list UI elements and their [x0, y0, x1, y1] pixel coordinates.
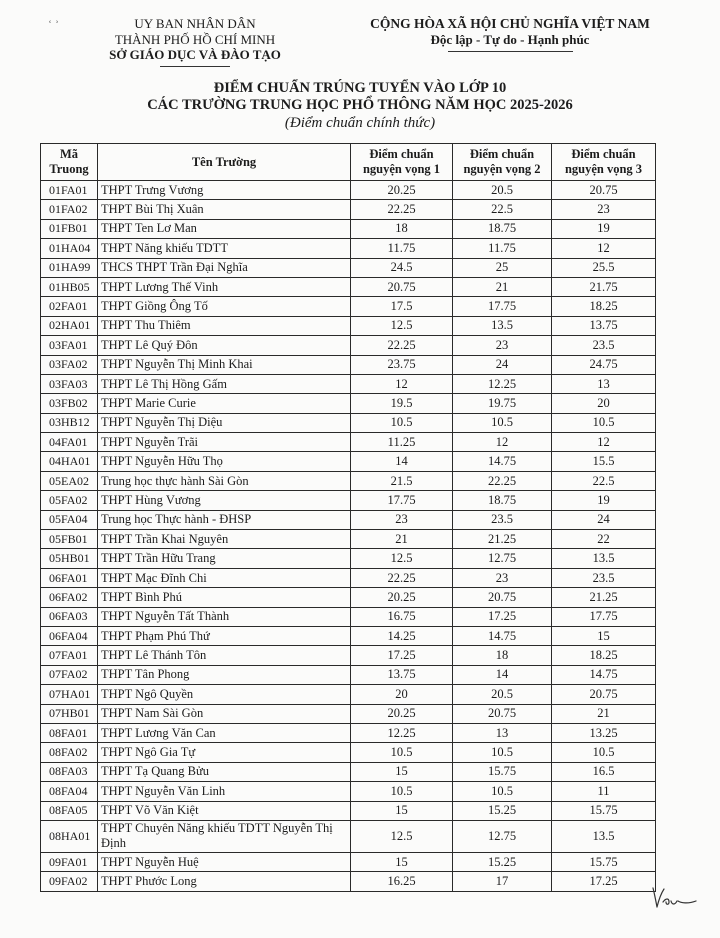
nv3-score-cell: 19 — [552, 491, 656, 510]
table-body — [41, 181, 656, 892]
nv3-score-cell: 17.75 — [552, 607, 656, 626]
nv1-score-cell: 21 — [351, 530, 453, 549]
table-row — [41, 872, 656, 891]
nv2-score-cell: 20.75 — [453, 588, 552, 607]
nv1-score-cell: 21.5 — [351, 471, 453, 490]
nv2-score-cell: 13 — [453, 723, 552, 742]
corner-mark: ʿ ʾ — [48, 18, 59, 32]
nv2-score-cell: 23 — [453, 568, 552, 587]
document-subtitle: (Điểm chuẩn chính thức) — [284, 115, 436, 131]
nv2-score-cell: 23.5 — [453, 510, 552, 529]
nv3-score-cell: 19 — [552, 219, 656, 238]
nv2-score-cell: 17 — [453, 872, 552, 891]
table-row — [41, 452, 656, 471]
nv1-score-cell: 17.75 — [351, 491, 453, 510]
school-code-cell: 08FA03 — [41, 762, 98, 781]
nv3-score-cell: 24.75 — [552, 355, 656, 374]
nv1-score-cell: 17.25 — [351, 646, 453, 665]
school-name-cell: THPT Phước Long — [98, 872, 351, 891]
school-name-cell: THCS THPT Trần Đại Nghĩa — [98, 258, 351, 277]
title-line-1: ĐIỂM CHUẨN TRÚNG TUYỂN VÀO LỚP 10 — [213, 80, 507, 96]
school-code-cell: 07HB01 — [41, 704, 98, 723]
nv3-score-cell: 11 — [552, 782, 656, 801]
table-row — [41, 588, 656, 607]
nv1-score-cell: 20.25 — [351, 704, 453, 723]
school-name-cell: THPT Lê Quý Đôn — [98, 336, 351, 355]
national-title: CỘNG HÒA XÃ HỘI CHỦ NGHĨA VIỆT NAM — [370, 16, 650, 31]
nv3-score-cell: 13 — [552, 374, 656, 393]
table-row — [41, 530, 656, 549]
nv3-score-cell: 15.5 — [552, 452, 656, 471]
nv2-score-cell: 15.25 — [453, 801, 552, 820]
nv2-score-cell: 20.5 — [453, 181, 552, 200]
school-code-cell: 06FA01 — [41, 568, 98, 587]
authority-line-1: UY BAN NHÂN DÂN — [134, 16, 256, 31]
school-code-cell: 05FA02 — [41, 491, 98, 510]
nv1-score-cell: 20.25 — [351, 588, 453, 607]
nv3-score-cell: 15 — [552, 626, 656, 645]
nv1-score-cell: 20.75 — [351, 277, 453, 296]
nv3-score-cell: 14.75 — [552, 665, 656, 684]
nv2-score-cell: 21 — [453, 277, 552, 296]
school-name-cell: THPT Nguyễn Trãi — [98, 433, 351, 452]
nv3-score-cell: 15.75 — [552, 801, 656, 820]
nv3-score-cell: 24 — [552, 510, 656, 529]
school-name-cell: THPT Lê Thánh Tôn — [98, 646, 351, 665]
nv1-score-cell: 11.25 — [351, 433, 453, 452]
nv1-score-cell: 10.5 — [351, 782, 453, 801]
nv1-score-cell: 12.5 — [351, 820, 453, 852]
school-code-cell: 02HA01 — [41, 316, 98, 335]
school-name-cell: THPT Bình Phú — [98, 588, 351, 607]
nv2-score-cell: 14 — [453, 665, 552, 684]
nv3-score-cell: 13.5 — [552, 820, 656, 852]
school-name-cell: THPT Thu Thiêm — [98, 316, 351, 335]
nv1-score-cell: 10.5 — [351, 743, 453, 762]
school-code-cell: 01HB05 — [41, 277, 98, 296]
school-code-cell: 06FA03 — [41, 607, 98, 626]
school-name-cell: THPT Hùng Vương — [98, 491, 351, 510]
nv3-score-cell: 22.5 — [552, 471, 656, 490]
school-code-cell: 03FB02 — [41, 394, 98, 413]
nv2-score-cell: 18.75 — [453, 219, 552, 238]
school-name-cell: THPT Nguyễn Hữu Thọ — [98, 452, 351, 471]
nv3-score-cell: 13.25 — [552, 723, 656, 742]
nv3-score-cell: 20.75 — [552, 685, 656, 704]
school-name-cell: THPT Nam Sài Gòn — [98, 704, 351, 723]
nv3-score-cell: 23 — [552, 200, 656, 219]
school-code-cell: 06FA04 — [41, 626, 98, 645]
nv2-score-cell: 12.75 — [453, 549, 552, 568]
table-row — [41, 297, 656, 316]
nv2-score-cell: 10.5 — [453, 413, 552, 432]
school-name-cell: THPT Võ Văn Kiệt — [98, 801, 351, 820]
school-name-cell: THPT Nguyễn Văn Linh — [98, 782, 351, 801]
nv1-score-cell: 19.5 — [351, 394, 453, 413]
table-row — [41, 852, 656, 871]
school-name-cell: THPT Marie Curie — [98, 394, 351, 413]
table-row — [41, 181, 656, 200]
nv3-score-cell: 15.75 — [552, 852, 656, 871]
nv2-score-cell: 12.75 — [453, 820, 552, 852]
school-code-cell: 09FA01 — [41, 852, 98, 871]
nv1-score-cell: 24.5 — [351, 258, 453, 277]
school-name-cell: THPT Bùi Thị Xuân — [98, 200, 351, 219]
header-school-name: Tên Trường — [98, 144, 351, 181]
authority-line-2: THÀNH PHỐ HỒ CHÍ MINH — [114, 31, 276, 47]
school-name-cell: Trung học Thực hành - ĐHSP — [98, 510, 351, 529]
header-code-line-1: Mã — [59, 147, 79, 161]
nv1-score-cell: 11.75 — [351, 239, 453, 258]
nv2-score-cell: 20.5 — [453, 685, 552, 704]
school-name-cell: THPT Trần Hữu Trang — [98, 549, 351, 568]
school-name-cell: THPT Ngô Quyền — [98, 685, 351, 704]
issuing-authority — [70, 16, 320, 67]
nv2-score-cell: 21.25 — [453, 530, 552, 549]
table-row — [41, 316, 656, 335]
table-row — [41, 801, 656, 820]
nv2-score-cell: 19.75 — [453, 394, 552, 413]
table-row — [41, 568, 656, 587]
school-code-cell: 06FA02 — [41, 588, 98, 607]
nv2-score-cell: 22.5 — [453, 200, 552, 219]
school-code-cell: 03FA03 — [41, 374, 98, 393]
header-nv3-line-1: Điểm chuẩn — [571, 147, 636, 161]
nv1-score-cell: 23.75 — [351, 355, 453, 374]
nv1-score-cell: 16.75 — [351, 607, 453, 626]
school-code-cell: 08FA04 — [41, 782, 98, 801]
table-row — [41, 665, 656, 684]
signature-initials — [650, 884, 698, 910]
table-row — [41, 258, 656, 277]
table-row — [41, 433, 656, 452]
table-row — [41, 704, 656, 723]
school-code-cell: 05EA02 — [41, 471, 98, 490]
nv1-score-cell: 20.25 — [351, 181, 453, 200]
nv2-score-cell: 13.5 — [453, 316, 552, 335]
nv3-score-cell: 12 — [552, 239, 656, 258]
table-row — [41, 374, 656, 393]
table-header-row — [41, 144, 656, 181]
nv1-score-cell: 12 — [351, 374, 453, 393]
nv2-score-cell: 15.25 — [453, 852, 552, 871]
table-row — [41, 685, 656, 704]
nv2-score-cell: 17.25 — [453, 607, 552, 626]
school-name-cell: THPT Nguyễn Thị Diệu — [98, 413, 351, 432]
nv1-score-cell: 22.25 — [351, 336, 453, 355]
authority-underline — [160, 66, 230, 67]
school-name-cell: THPT Nguyễn Tất Thành — [98, 607, 351, 626]
school-code-cell: 02FA01 — [41, 297, 98, 316]
nv1-score-cell: 18 — [351, 219, 453, 238]
table-row — [41, 782, 656, 801]
school-name-cell: THPT Năng khiếu TDTT — [98, 239, 351, 258]
table-row — [41, 743, 656, 762]
title-line-2: CÁC TRƯỜNG TRUNG HỌC PHỔ THÔNG NĂM HỌC 2025-2026 — [147, 97, 573, 113]
nv2-score-cell: 12 — [453, 433, 552, 452]
school-code-cell: 04FA01 — [41, 433, 98, 452]
school-code-cell: 07FA02 — [41, 665, 98, 684]
nv2-score-cell: 11.75 — [453, 239, 552, 258]
school-code-cell: 07FA01 — [41, 646, 98, 665]
school-code-cell: 07HA01 — [41, 685, 98, 704]
school-code-cell: 01FA02 — [41, 200, 98, 219]
authority-department: SỞ GIÁO DỤC VÀ ĐÀO TẠO — [109, 47, 281, 62]
school-code-cell: 08FA01 — [41, 723, 98, 742]
nv2-score-cell: 24 — [453, 355, 552, 374]
nv2-score-cell: 20.75 — [453, 704, 552, 723]
nv1-score-cell: 17.5 — [351, 297, 453, 316]
nv2-score-cell: 14.75 — [453, 452, 552, 471]
nv3-score-cell: 18.25 — [552, 646, 656, 665]
nv1-score-cell: 14.25 — [351, 626, 453, 645]
table-row — [41, 413, 656, 432]
nv1-score-cell: 12.5 — [351, 549, 453, 568]
nv3-score-cell: 21.75 — [552, 277, 656, 296]
nv2-score-cell: 14.75 — [453, 626, 552, 645]
table-row — [41, 277, 656, 296]
score-table — [40, 143, 656, 892]
nv3-score-cell: 10.5 — [552, 413, 656, 432]
nv1-score-cell: 12.25 — [351, 723, 453, 742]
nv3-score-cell: 22 — [552, 530, 656, 549]
nv2-score-cell: 25 — [453, 258, 552, 277]
table-row — [41, 394, 656, 413]
school-name-cell: THPT Lương Văn Can — [98, 723, 351, 742]
school-name-cell: THPT Lương Thế Vinh — [98, 277, 351, 296]
nv2-score-cell: 12.25 — [453, 374, 552, 393]
table-row — [41, 471, 656, 490]
header-nv1-line-2: nguyện vọng 1 — [362, 162, 441, 176]
table-row — [41, 355, 656, 374]
document-title — [40, 80, 680, 114]
nv3-score-cell: 20.75 — [552, 181, 656, 200]
school-code-cell: 05FB01 — [41, 530, 98, 549]
school-code-cell: 08FA02 — [41, 743, 98, 762]
table-row — [41, 607, 656, 626]
school-name-cell: THPT Nguyễn Thị Minh Khai — [98, 355, 351, 374]
nv1-score-cell: 15 — [351, 762, 453, 781]
table-row — [41, 491, 656, 510]
school-code-cell: 03FA02 — [41, 355, 98, 374]
nv2-score-cell: 18.75 — [453, 491, 552, 510]
nv3-score-cell: 12 — [552, 433, 656, 452]
table-row — [41, 336, 656, 355]
header-nv1-line-1: Điểm chuẩn — [369, 147, 434, 161]
school-name-cell: THPT Trần Khai Nguyên — [98, 530, 351, 549]
nv2-score-cell: 17.75 — [453, 297, 552, 316]
header-nv2-line-1: Điểm chuẩn — [469, 147, 535, 161]
school-code-cell: 04HA01 — [41, 452, 98, 471]
school-code-cell: 09FA02 — [41, 872, 98, 891]
school-name-cell: THPT Ngô Gia Tự — [98, 743, 351, 762]
school-code-cell: 01FB01 — [41, 219, 98, 238]
header-nv2 — [453, 144, 552, 181]
nv1-score-cell: 14 — [351, 452, 453, 471]
nv1-score-cell: 12.5 — [351, 316, 453, 335]
school-code-cell: 01HA04 — [41, 239, 98, 258]
school-name-cell: THPT Tạ Quang Bửu — [98, 762, 351, 781]
nv2-score-cell: 10.5 — [453, 782, 552, 801]
nv3-score-cell: 21.25 — [552, 588, 656, 607]
nv1-score-cell: 20 — [351, 685, 453, 704]
national-motto: Độc lập - Tự do - Hạnh phúc — [430, 32, 590, 47]
nv1-score-cell: 10.5 — [351, 413, 453, 432]
school-code-cell: 08HA01 — [41, 820, 98, 852]
nv3-score-cell: 17.25 — [552, 872, 656, 891]
table-row — [41, 626, 656, 645]
school-name-cell: THPT Chuyên Năng khiếu TDTT Nguyễn Thị Định — [98, 820, 351, 852]
nv2-score-cell: 22.25 — [453, 471, 552, 490]
nv3-score-cell: 20 — [552, 394, 656, 413]
table-row — [41, 820, 656, 852]
national-header — [360, 16, 660, 52]
table-row — [41, 200, 656, 219]
school-name-cell: THPT Tân Phong — [98, 665, 351, 684]
nv2-score-cell: 18 — [453, 646, 552, 665]
school-name-cell: THPT Trưng Vương — [98, 181, 351, 200]
school-code-cell: 01FA01 — [41, 181, 98, 200]
school-code-cell: 01HA99 — [41, 258, 98, 277]
header-nv3 — [552, 144, 656, 181]
school-name-cell: THPT Nguyễn Huệ — [98, 852, 351, 871]
school-code-cell: 03HB12 — [41, 413, 98, 432]
nv3-score-cell: 25.5 — [552, 258, 656, 277]
nv3-score-cell: 13.75 — [552, 316, 656, 335]
table-row — [41, 549, 656, 568]
school-name-cell: THPT Phạm Phú Thứ — [98, 626, 351, 645]
header-code-line-2: Truong — [49, 162, 89, 176]
table-row — [41, 239, 656, 258]
header-nv2-line-2: nguyện vọng 2 — [463, 162, 541, 176]
motto-underline — [448, 51, 573, 52]
nv3-score-cell: 16.5 — [552, 762, 656, 781]
nv2-score-cell: 23 — [453, 336, 552, 355]
nv1-score-cell: 13.75 — [351, 665, 453, 684]
nv3-score-cell: 18.25 — [552, 297, 656, 316]
nv3-score-cell: 23.5 — [552, 336, 656, 355]
nv3-score-cell: 10.5 — [552, 743, 656, 762]
school-name-cell: THPT Mạc Đĩnh Chi — [98, 568, 351, 587]
nv3-score-cell: 23.5 — [552, 568, 656, 587]
school-name-cell: THPT Giồng Ông Tố — [98, 297, 351, 316]
school-code-cell: 05HB01 — [41, 549, 98, 568]
school-code-cell: 03FA01 — [41, 336, 98, 355]
table-row — [41, 510, 656, 529]
nv2-score-cell: 10.5 — [453, 743, 552, 762]
school-code-cell: 05FA04 — [41, 510, 98, 529]
nv1-score-cell: 23 — [351, 510, 453, 529]
nv1-score-cell: 22.25 — [351, 568, 453, 587]
nv1-score-cell: 15 — [351, 801, 453, 820]
nv3-score-cell: 13.5 — [552, 549, 656, 568]
school-code-cell: 08FA05 — [41, 801, 98, 820]
table-row — [41, 219, 656, 238]
table-row — [41, 646, 656, 665]
school-name-cell: THPT Lê Thị Hồng Gấm — [98, 374, 351, 393]
header-code — [41, 144, 98, 181]
header-nv1 — [351, 144, 453, 181]
table-row — [41, 762, 656, 781]
school-name-cell: THPT Ten Lơ Man — [98, 219, 351, 238]
nv1-score-cell: 16.25 — [351, 872, 453, 891]
table-row — [41, 723, 656, 742]
nv3-score-cell: 21 — [552, 704, 656, 723]
school-name-cell: Trung học thực hành Sài Gòn — [98, 471, 351, 490]
header-nv3-line-2: nguyện vọng 3 — [564, 162, 643, 176]
nv2-score-cell: 15.75 — [453, 762, 552, 781]
nv1-score-cell: 22.25 — [351, 200, 453, 219]
nv1-score-cell: 15 — [351, 852, 453, 871]
